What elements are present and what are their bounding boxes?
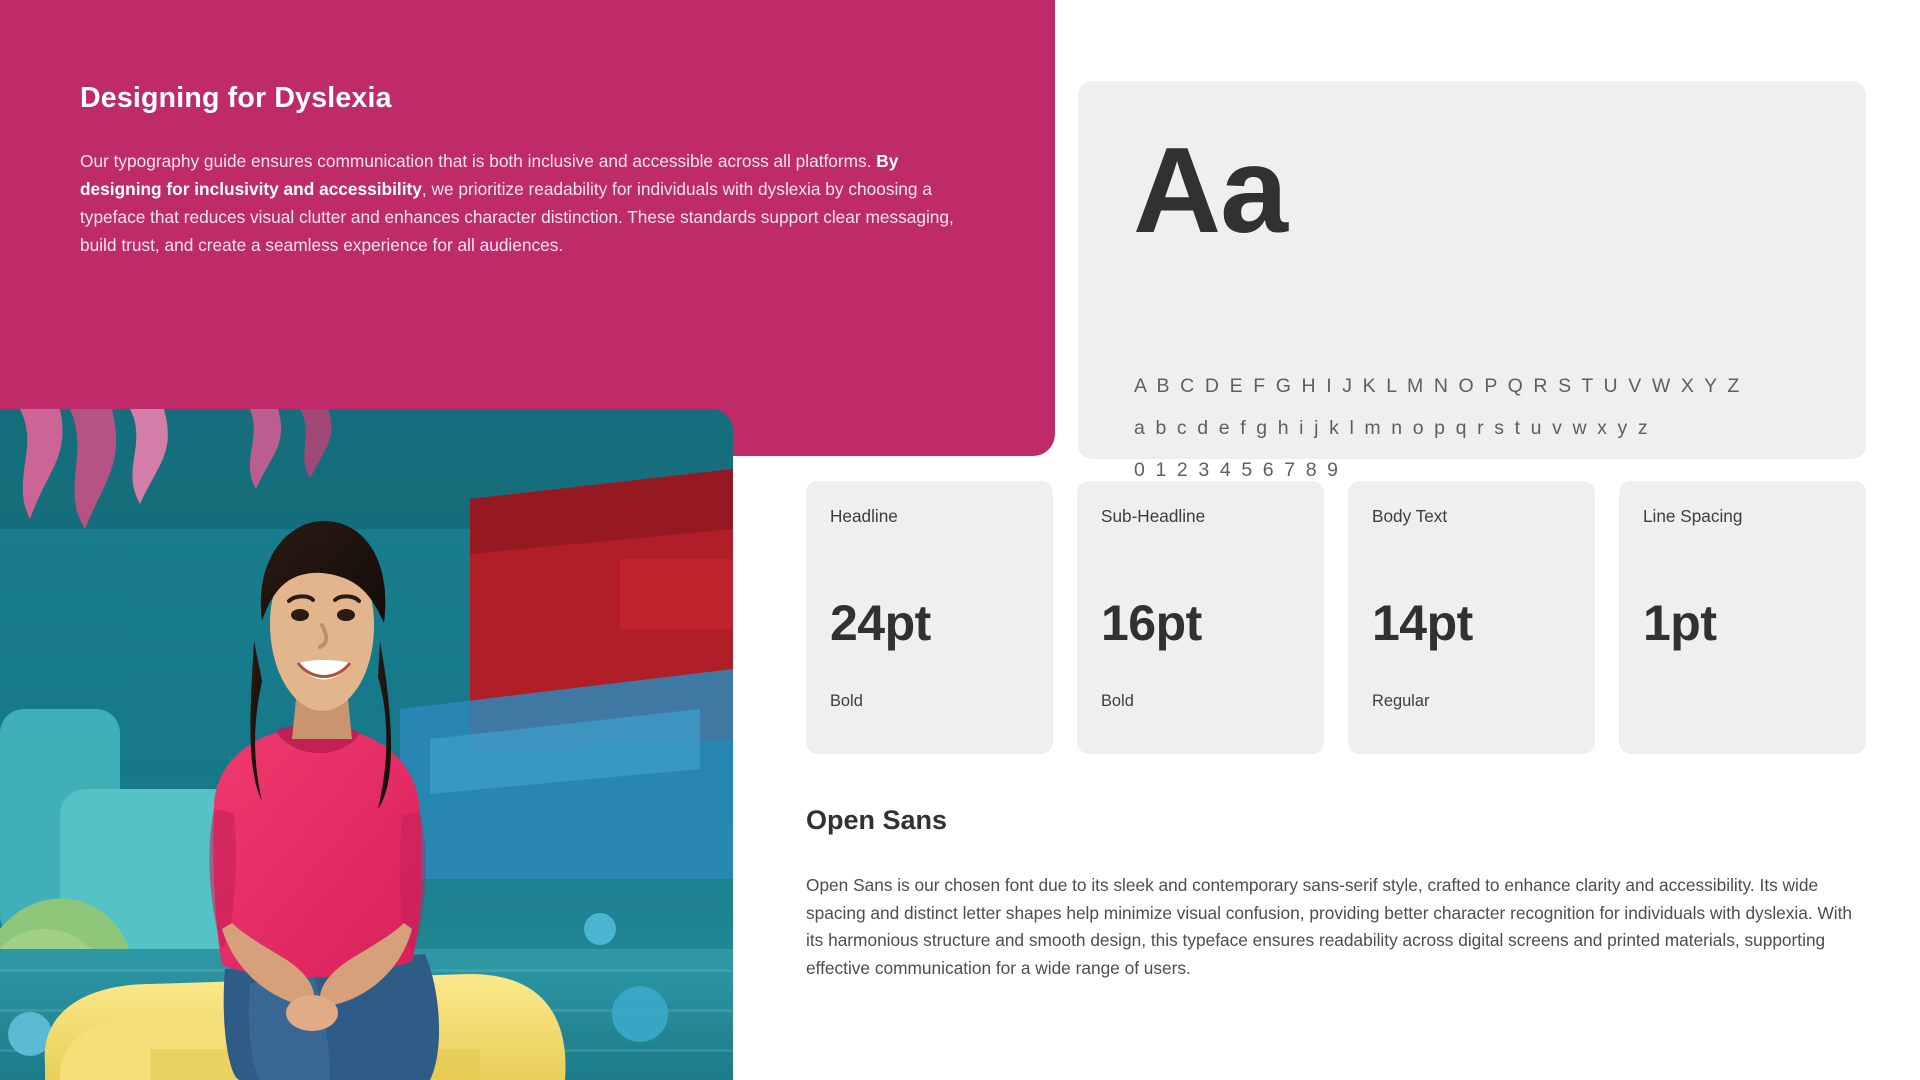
- specimen-lowercase: a b c d e f g h i j k l m n o p q r s t u v w x y z: [1134, 417, 1651, 439]
- specimen-sample: Aa: [1133, 122, 1287, 258]
- tile-weight: Bold: [1101, 692, 1134, 710]
- hero-description: [80, 147, 955, 259]
- tile-value: 14pt: [1372, 595, 1473, 651]
- tile-label: Line Spacing: [1643, 506, 1743, 526]
- hero-description-part1: Our typography guide ensures communication that is both inclusive and accessible across all platforms.: [80, 151, 877, 171]
- tile-value: 1pt: [1643, 595, 1717, 651]
- hero-description-emphasis: By designing for inclusivity and accessibility: [80, 151, 899, 200]
- hero-panel: [0, 0, 1055, 456]
- specimen-uppercase: A B C D E F G H I J K L M N O P Q R S T U V W X Y Z: [1134, 375, 1742, 397]
- type-scale-tiles: [806, 481, 1866, 754]
- tile-weight: Bold: [830, 692, 863, 710]
- playroom-photo: [0, 409, 733, 1080]
- tile-label: Headline: [830, 506, 898, 526]
- tile-value: 16pt: [1101, 595, 1202, 651]
- tile-label: Body Text: [1372, 506, 1448, 526]
- type-scale-tile: [806, 481, 1053, 754]
- photo-illustration: [0, 409, 733, 1080]
- font-description: Open Sans is our chosen font due to its sleek and contemporary sans-serif style, crafted to enhance clarity and accessibility. Its wide spacing and distinct letter shapes help minimize visual confusion, providing better character recognition for individuals with dyslexia. With its harmonious structure and smooth design, this typeface ensures readability across digital screens and printed materials, supporting effective communication for a wide range of users.: [806, 875, 1853, 979]
- tile-value: 24pt: [830, 595, 931, 651]
- type-scale-tile: [1348, 481, 1595, 754]
- hero-description-part2: , we prioritize readability for individuals with dyslexia by choosing a typeface that reduces visual clutter and enhances character distinction. These standards support clear messaging, build trust, and create a seamless experience for all audiences.: [80, 179, 954, 256]
- type-scale-tile: [1619, 481, 1866, 754]
- specimen-numerals: 0 1 2 3 4 5 6 7 8 9: [1134, 459, 1341, 481]
- type-scale-tile: [1077, 481, 1324, 754]
- font-specimen-card: [1078, 81, 1866, 481]
- tile-weight: Regular: [1372, 692, 1430, 710]
- tile-label: Sub-Headline: [1101, 506, 1206, 526]
- font-name: Open Sans: [806, 805, 948, 835]
- page-title: Designing for Dyslexia: [80, 82, 392, 114]
